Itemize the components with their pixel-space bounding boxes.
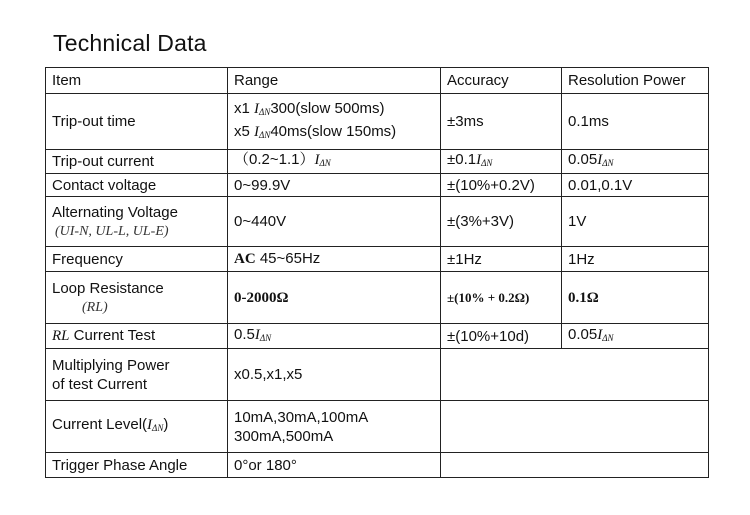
cell-resolution: 0.1Ω: [562, 272, 709, 324]
cell-resolution: $0.05I_{\Delta N}$: [562, 150, 709, 174]
technical-data-table: [45, 67, 709, 478]
cell-range: 0~440V: [228, 197, 441, 247]
cell-accuracy: ±(3%+3V): [441, 197, 562, 247]
cell-resolution: 1Hz: [562, 247, 709, 272]
table-row: [46, 247, 709, 272]
header-range: Range: [228, 68, 441, 94]
cell-item: Trip-out time: [46, 94, 228, 150]
table-row: [46, 453, 709, 478]
cell-item: Frequency: [46, 247, 228, 272]
table-row: [46, 197, 709, 247]
header-item: Item: [46, 68, 228, 94]
cell-item: Multiplying Power of test Current: [46, 349, 228, 401]
cell-accuracy: ±(10%+10d): [441, 324, 562, 349]
cell-item: Current $Level(I_{\Delta N})$: [46, 401, 228, 453]
page-title: Technical Data: [53, 30, 207, 56]
header-accuracy: Accuracy: [441, 68, 562, 94]
cell-range: $0.5I_{\Delta N}$: [228, 324, 441, 349]
cell-resolution: 0.1ms: [562, 94, 709, 150]
table-row: [46, 150, 709, 174]
cell-empty: [441, 401, 709, 453]
cell-accuracy: ±(10%+0.2V): [441, 174, 562, 197]
cell-item: Contact voltage: [46, 174, 228, 197]
cell-accuracy: ±1Hz: [441, 247, 562, 272]
table-row: [46, 401, 709, 453]
cell-item: RL Current Test: [46, 324, 228, 349]
table-row: [46, 349, 709, 401]
cell-accuracy: ±(10% + 0.2Ω): [441, 272, 562, 324]
cell-empty: [441, 349, 709, 401]
cell-range: x0.5,x1,x5: [228, 349, 441, 401]
header-resolution: Resolution Power: [562, 68, 709, 94]
cell-item: Alternating Voltage (UI-N, UL-L, UL-E): [46, 197, 228, 247]
cell-resolution: $0.05I_{\Delta N}$: [562, 324, 709, 349]
table-header-row: [46, 68, 709, 94]
cell-accuracy: $\pm 0.1I_{\Delta N}$: [441, 150, 562, 174]
cell-empty: [441, 453, 709, 478]
table-row: [46, 94, 709, 150]
cell-resolution: 0.01,0.1V: [562, 174, 709, 197]
cell-range: 0-2000Ω: [228, 272, 441, 324]
cell-item: Trigger Phase Angle: [46, 453, 228, 478]
cell-range: 10mA,30mA,100mA 300mA,500mA: [228, 401, 441, 453]
cell-accuracy: ±3ms: [441, 94, 562, 150]
cell-range: AC 45~65Hz: [228, 247, 441, 272]
table-row: [46, 174, 709, 197]
cell-resolution: 1V: [562, 197, 709, 247]
cell-item: Trip-out current: [46, 150, 228, 174]
cell-item: Loop Resistance (RL): [46, 272, 228, 324]
cell-range: $(0.2\sim 1.1)I_{\Delta N}$: [228, 150, 441, 174]
cell-range: 0°or 180°: [228, 453, 441, 478]
cell-range: x1 $I_{\Delta N}300(slow$ 500ms) x5 $I_{\Delta N}40ms(slow$ 150ms): [228, 94, 441, 150]
table-row: [46, 272, 709, 324]
cell-range: 0~99.9V: [228, 174, 441, 197]
table-row: [46, 324, 709, 349]
